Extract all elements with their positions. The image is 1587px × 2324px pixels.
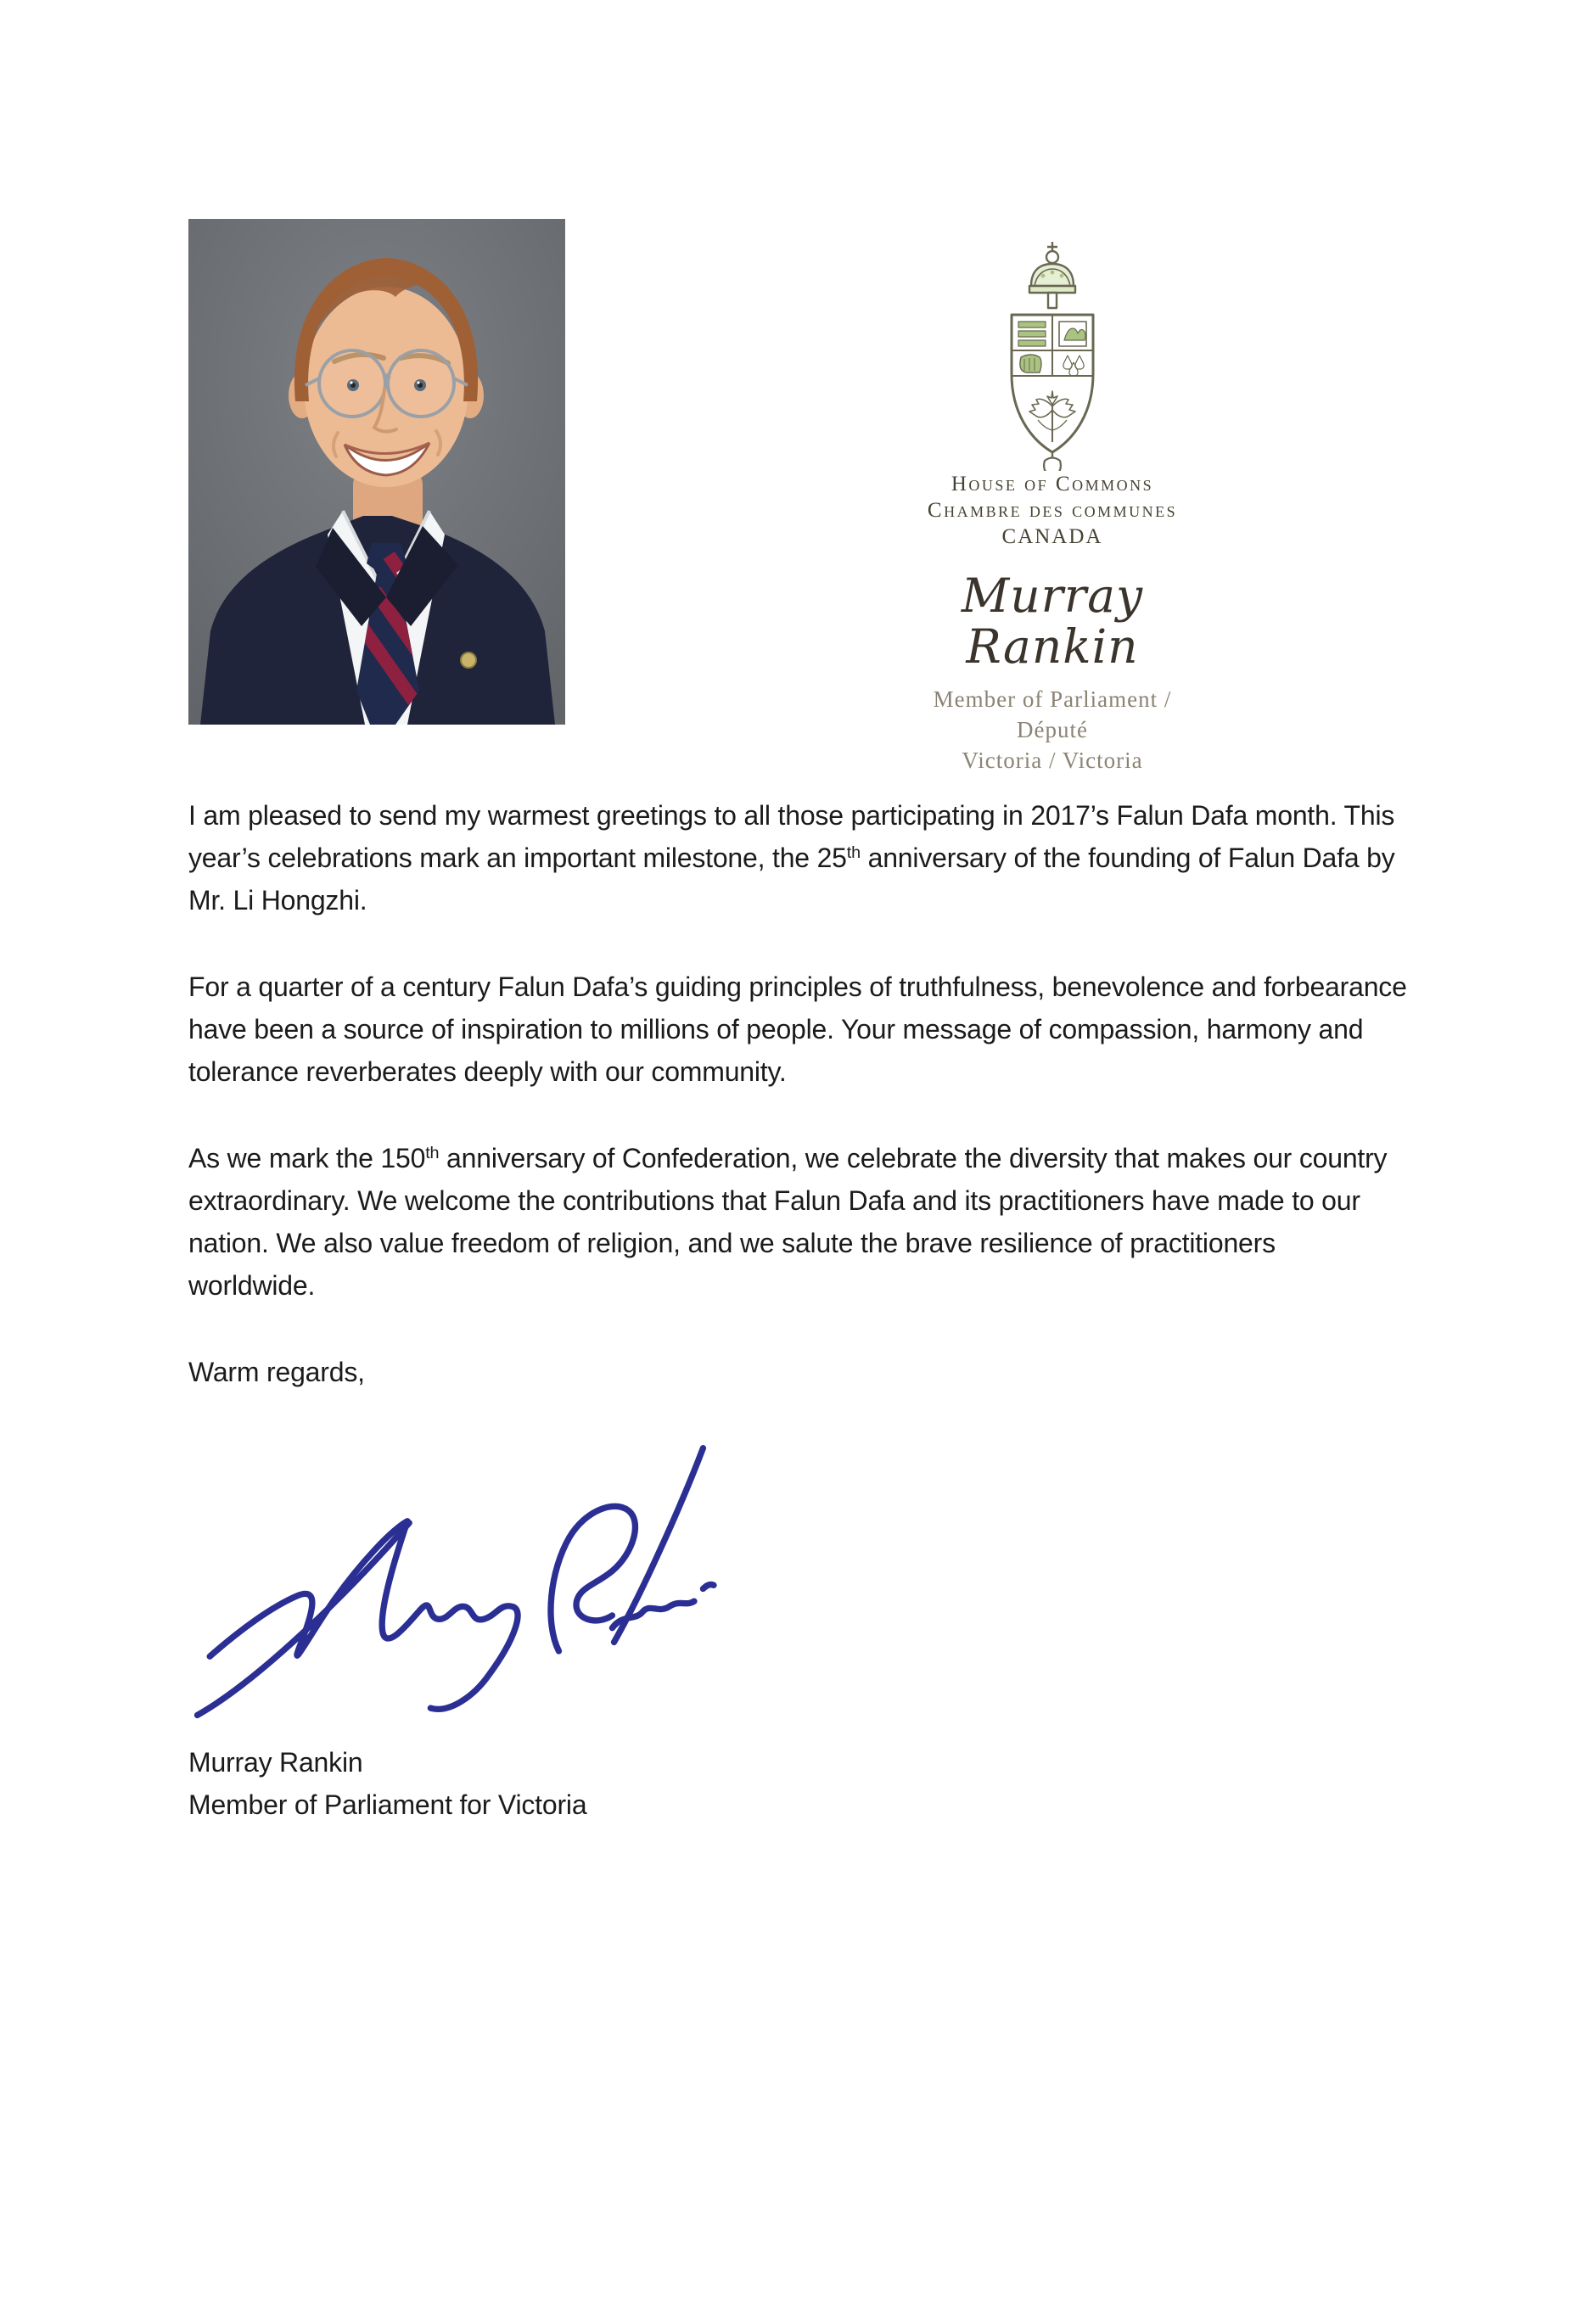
closing-name: Murray Rankin	[188, 1747, 363, 1778]
house-of-commons-crest-icon	[980, 240, 1124, 471]
mp-title: Member of Parliament / Député	[933, 686, 1172, 742]
org-country: CANADA	[1001, 525, 1103, 548]
signature	[188, 1437, 1407, 1722]
letter-paragraphs	[188, 794, 1407, 1307]
letter-body	[188, 794, 1407, 1826]
org-name-fr: Chambre des communes	[927, 499, 1178, 522]
portrait-photo-image	[188, 219, 565, 725]
lapel-pin	[461, 652, 476, 668]
closing-block	[188, 1741, 1407, 1826]
paragraph: For a quarter of a century Falun Dafa’s guiding principles of truthfulness, benevolence and forbearance have been a source of inspiration to millions of people. Your message of compassion, harmony and tolerance reverberates deeply with our community.	[188, 972, 1407, 1087]
org-name-en: House of Commons	[951, 473, 1154, 496]
closing-title: Member of Parliament for Victoria	[188, 1789, 587, 1820]
paragraph: As we mark the 150th anniversary of Confederation, we celebrate the diversity that makes our country extraordinary. We welcome the contributions that Falun Dafa and its practitioners have made to our nation. We also value freedom of religion, and we salute the brave resilience of practitioners worldwide.	[188, 1143, 1388, 1301]
mp-name-script: Murray Rankin	[961, 568, 1144, 674]
portrait-photo	[188, 219, 565, 725]
paragraph: I am pleased to send my warmest greetings to all those participating in 2017’s Falun Dafa month. This year’s celebrations mark an important milestone, the 25th anniversary of the founding of Falun Dafa by Mr. Li Hongzhi.	[188, 800, 1395, 916]
salutation: Warm regards,	[188, 1357, 365, 1387]
signature-ink-icon	[188, 1437, 732, 1722]
mp-riding: Victoria / Victoria	[962, 748, 1143, 773]
letterhead-block	[895, 240, 1209, 776]
